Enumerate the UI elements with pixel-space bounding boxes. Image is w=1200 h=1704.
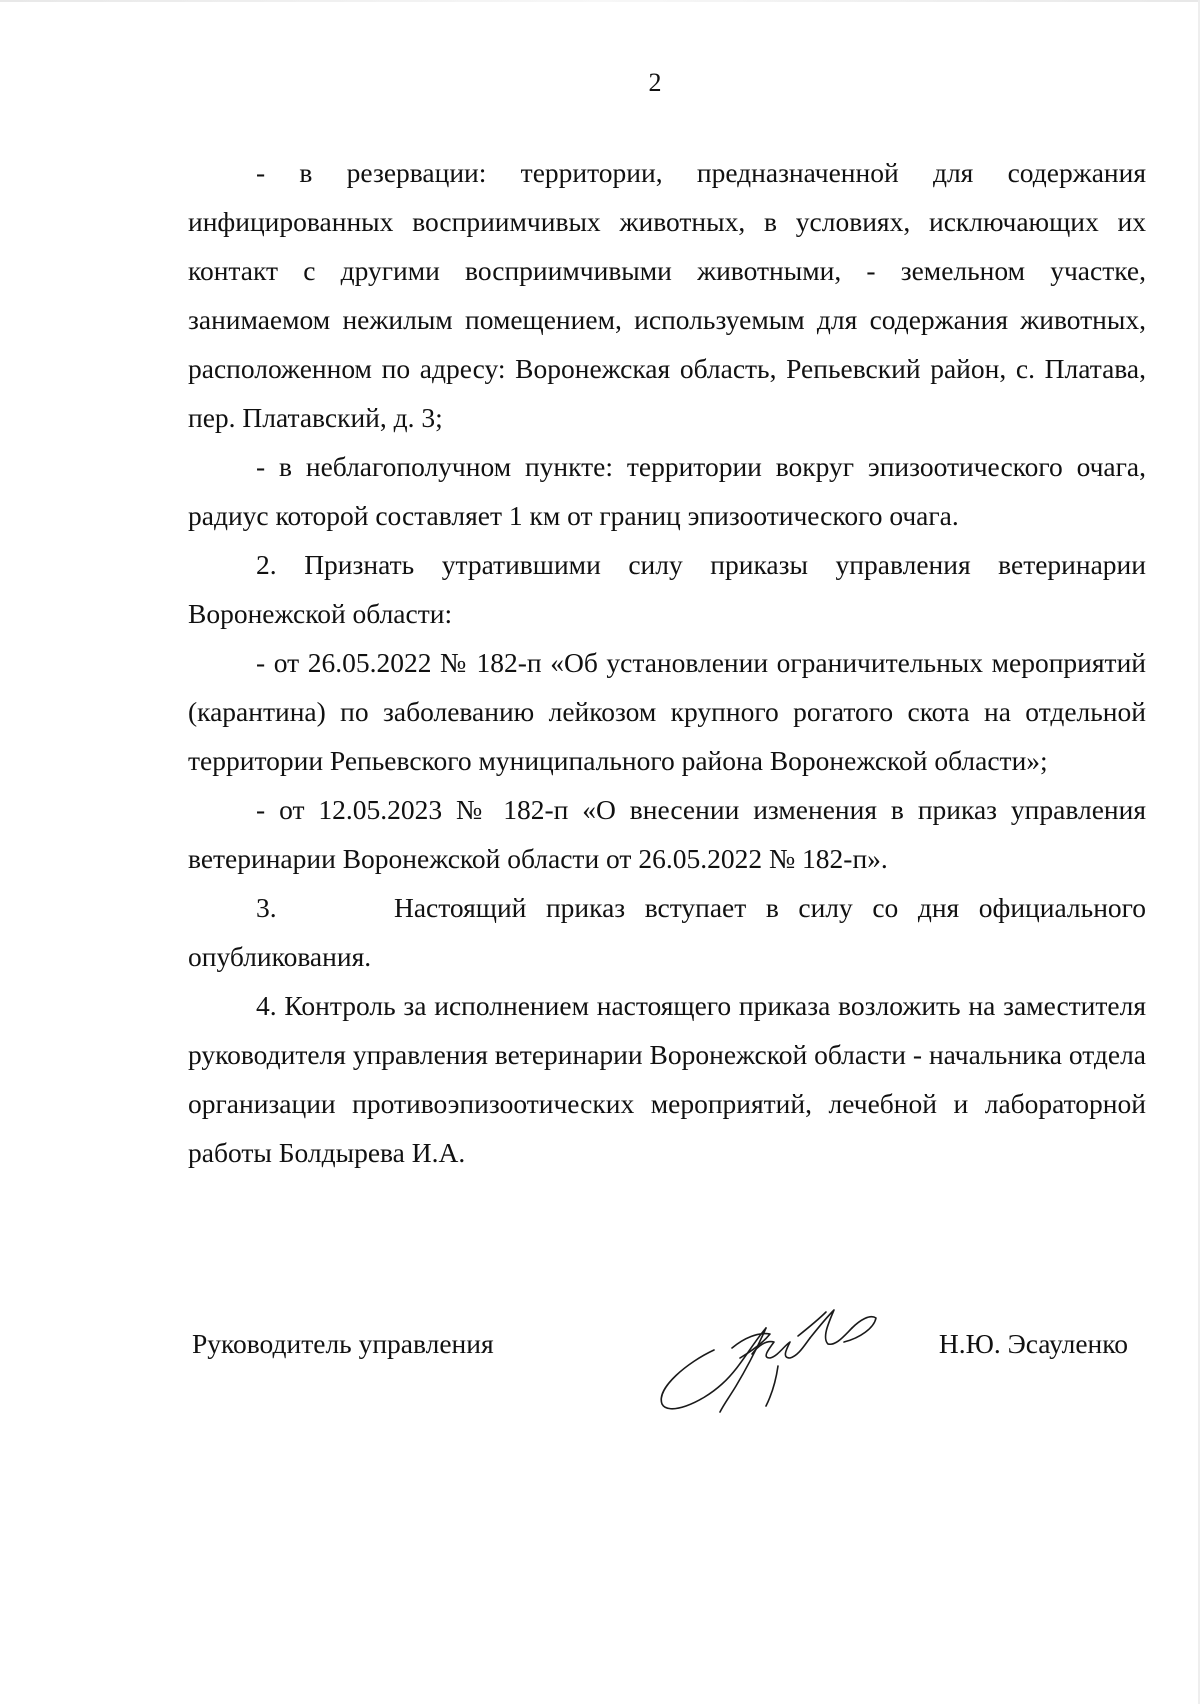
paragraph-item-4: 4. Контроль за исполнением настоящего приказа возложить на заместителя руководителя управления ветеринарии Воронежской области - начальника отдела организации противоэпизоотических мероприятий, лечебной и лабораторной работы Болдырева И.А. [188, 990, 1146, 1168]
paragraph-order-2023: - от 12.05.2023 № 182-п «О внесении изменения в приказ управления ветеринарии Воронежской области от 26.05.2022 № 182-п». [188, 794, 1146, 874]
scan-edge-top [0, 0, 1200, 2]
paragraph-item-2: 2. Признать утратившими силу приказы управления ветеринарии Воронежской области: [188, 549, 1146, 629]
signature-block [188, 1312, 1128, 1452]
signatory-name: Н.Ю. Эсауленко [938, 1328, 1128, 1359]
paragraph-reservation: - в резервации: территории, предназначенной для содержания инфицированных восприимчивых животных, в условиях, исключающих их контакт с другими восприимчивыми животными, - земельном участке, занимаемом нежилым помещением, используемым для содержания животных, расположенном по адресу: Воронежская область, Репьевский район, с. Платава, пер. Платавский, д. 3; [188, 157, 1146, 433]
paragraph-item-3: 3. Настоящий приказ вступает в силу со дня официального опубликования. [188, 892, 1153, 972]
page-number: 2 [648, 68, 662, 97]
signatory-position: Руководитель управления [192, 1328, 494, 1359]
handwritten-signature [648, 1288, 888, 1418]
document-body [188, 148, 1153, 1177]
paragraph-order-2022: - от 26.05.2022 № 182-п «Об установлении ограничительных мероприятий (карантина) по заболеванию лейкозом крупного рогатого скота на отдельной территории Репьевского муниципального района Воронежской области»; [188, 647, 1146, 776]
paragraph-unfavorable-point: - в неблагополучном пункте: территории вокруг эпизоотического очага, радиус которой составляет 1 км от границ эпизоотического очага. [188, 451, 1146, 531]
